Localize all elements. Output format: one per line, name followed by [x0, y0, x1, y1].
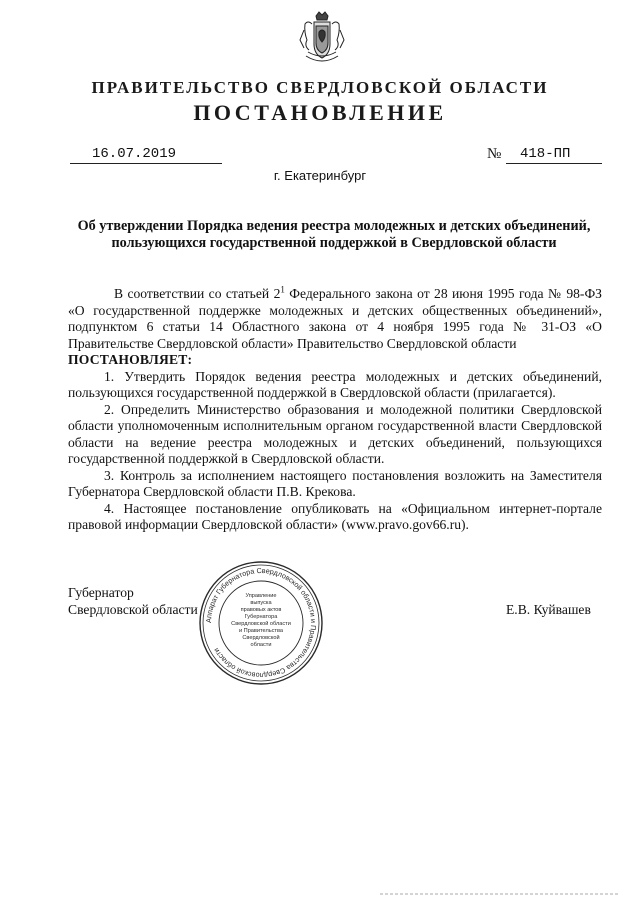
preamble-paragraph — [68, 286, 602, 352]
footer-print-mark — [380, 892, 620, 896]
signatory-position — [68, 584, 198, 618]
document-type: ПОСТАНОВЛЕНИЕ — [193, 100, 447, 125]
stamp-line-5: Свердловской области — [231, 621, 291, 627]
document-title: Об утверждении Порядка ведения реестра молодежных и детских объединений, пользующихся государственной поддержкой в Свердловской области — [77, 218, 591, 251]
document-body — [68, 286, 602, 534]
preamble-part2: Федерального закона от 28 июня 1995 года № 98-ФЗ «О государственной поддержке молодежных и детских общественных объединений», подпунктом 6 статьи 14 Областного закона от 4 ноября 1995 года № 31-ОЗ «О Правительстве Свердловской области» Правительство Свердловской области — [68, 286, 602, 351]
government-name: ПРАВИТЕЛЬСТВО СВЕРДЛОВСКОЙ ОБЛАСТИ — [91, 78, 549, 97]
stamp-ring-text: Аппарат Губернатора Свердловской области и Правительства Свердловской области — [203, 565, 319, 681]
stamp-line-6: и Правительства — [239, 628, 283, 634]
official-stamp — [198, 560, 324, 686]
stamp-line-1: Управление — [245, 593, 277, 599]
preamble-superscript: 1 — [280, 284, 285, 295]
signatory-name: Е.В. Куйвашев — [506, 602, 591, 617]
document-date: 16.07.2019 — [70, 146, 222, 164]
city-name: г. Екатеринбург — [273, 168, 367, 183]
stamp-line-4: Губернатора — [244, 614, 278, 620]
decree-item-4: 4. Настоящее постановление опубликовать на «Официальном интернет-портале правовой информации Свердловской области» (www.pravo.gov66.ru). — [68, 500, 602, 532]
position-line-2: Свердловской области — [68, 602, 198, 617]
decree-item-2: 2. Определить Министерство образования и молодежной политики Свердловской области уполномоченным исполнительным органом государственной власти Свердловской области на ведение реестра молодежных и детских объединений, пользующихся государственной поддержкой в Свердловской области. — [68, 401, 602, 466]
decree-item-3: 3. Контроль за исполнением настоящего постановления возложить на Заместителя Губернатора Свердловской области П.В. Крекова. — [68, 467, 602, 499]
stamp-line-8: области — [250, 642, 272, 648]
document-number: 418-ПП — [506, 146, 602, 164]
stamp-line-3: правовых актов — [240, 607, 282, 613]
coat-of-arms-icon — [298, 10, 346, 68]
stamp-line-7: Свердловской — [242, 635, 280, 641]
number-label: № — [487, 146, 502, 162]
preamble-part1: В соответствии со статьей 2 — [114, 286, 281, 301]
stamp-line-2: выпуска — [250, 600, 272, 606]
decree-item-1: 1. Утвердить Порядок ведения реестра молодежных и детских объединений, пользующихся государственной поддержкой в Свердловской области (прилагается). — [68, 368, 602, 400]
decree-word: ПОСТАНОВЛЯЕТ: — [68, 352, 193, 367]
position-line-1: Губернатор — [68, 585, 134, 600]
